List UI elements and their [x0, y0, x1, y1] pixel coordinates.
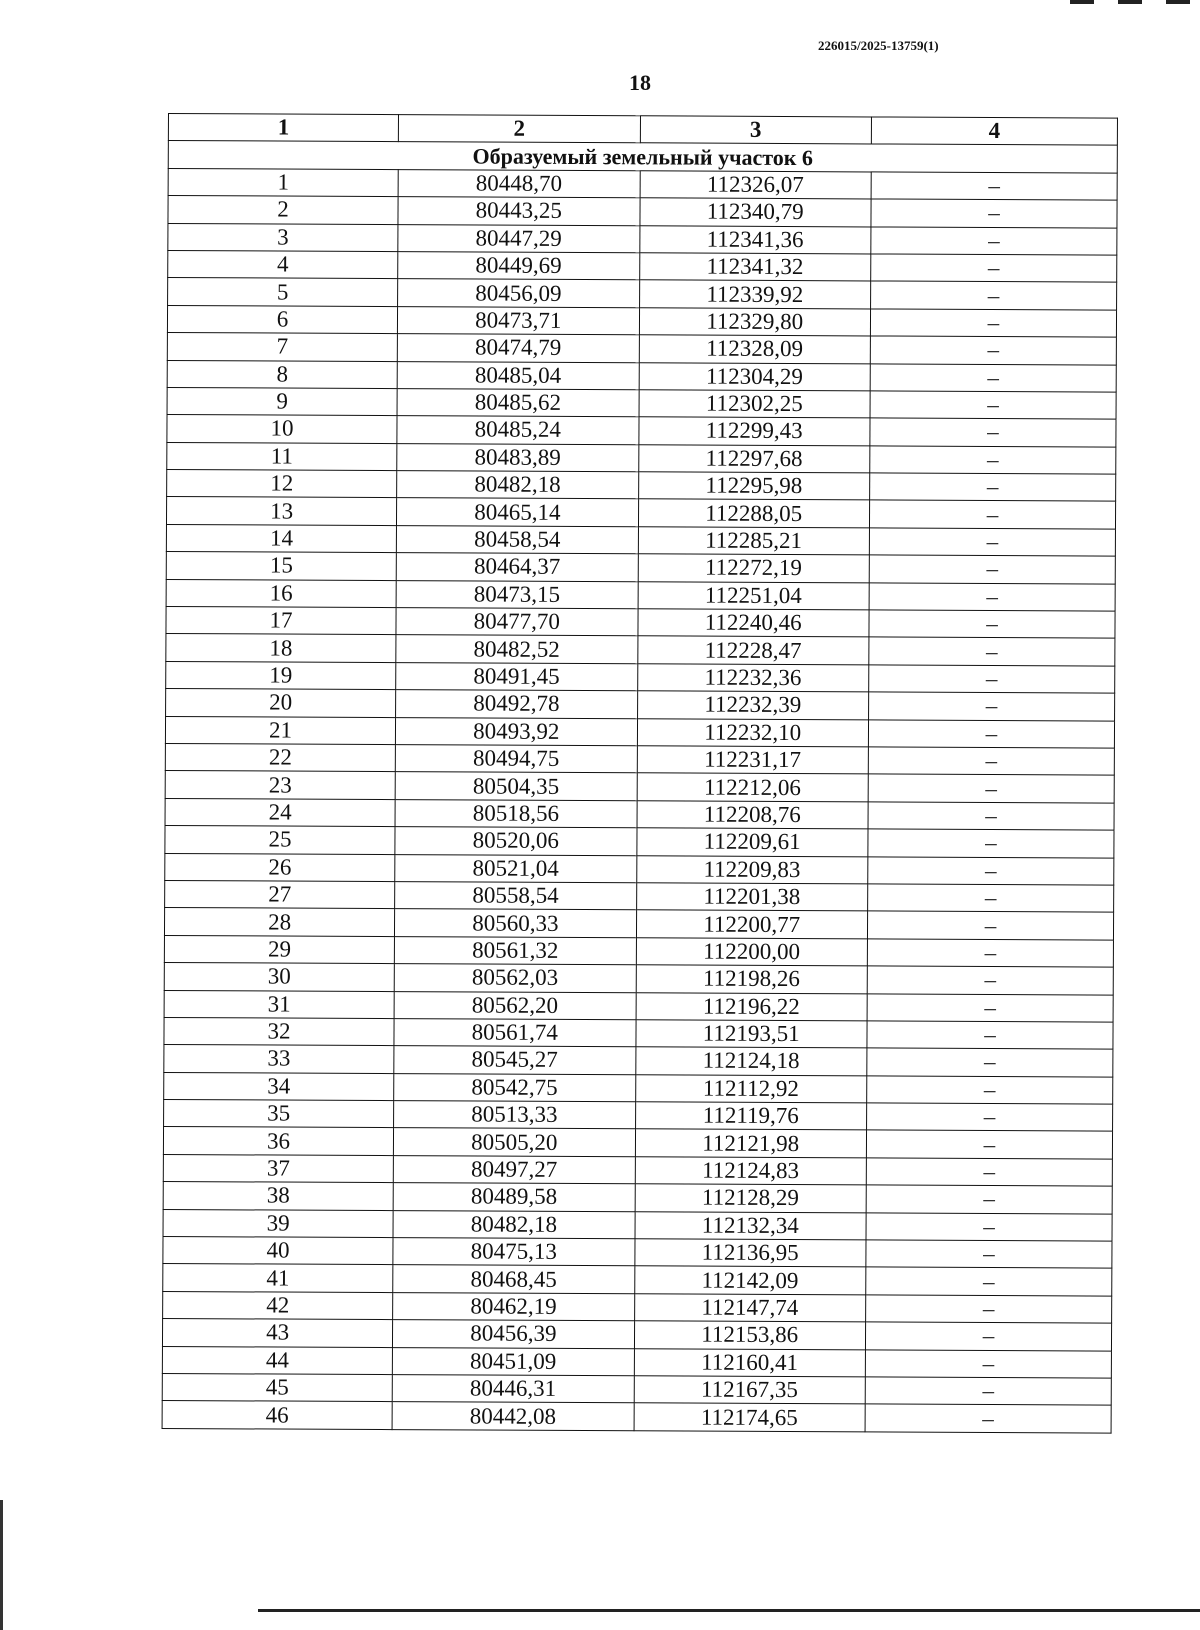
- x-coordinate-cell: 80542,75: [394, 1073, 635, 1102]
- table-body: [162, 141, 1117, 1433]
- point-number-cell: 37: [163, 1154, 393, 1183]
- point-number-cell: 21: [165, 716, 395, 745]
- y-coordinate-cell: 112160,41: [634, 1348, 866, 1377]
- point-number-cell: 45: [162, 1373, 392, 1402]
- x-coordinate-cell: 80451,09: [392, 1347, 633, 1376]
- x-coordinate-cell: 80485,04: [397, 361, 638, 390]
- y-coordinate-cell: 112251,04: [638, 581, 870, 610]
- y-coordinate-cell: 112196,22: [636, 992, 868, 1021]
- column-4-cell: –: [870, 418, 1116, 447]
- y-coordinate-cell: 112147,74: [634, 1294, 866, 1323]
- column-4-cell: –: [869, 583, 1115, 612]
- column-4-cell: –: [870, 363, 1116, 392]
- y-coordinate-cell: 112231,17: [637, 746, 869, 775]
- y-coordinate-cell: 112132,34: [635, 1211, 867, 1240]
- y-coordinate-cell: 112299,43: [638, 417, 870, 446]
- point-number-cell: 43: [162, 1319, 392, 1348]
- y-coordinate-cell: 112121,98: [635, 1129, 867, 1158]
- y-coordinate-cell: 112304,29: [639, 362, 871, 391]
- column-4-cell: –: [866, 1185, 1112, 1214]
- column-header: 4: [871, 117, 1117, 146]
- x-coordinate-cell: 80482,18: [393, 1210, 634, 1239]
- scan-artifact-top: [1070, 0, 1200, 4]
- point-number-cell: 30: [164, 963, 394, 992]
- column-4-cell: –: [866, 1130, 1112, 1159]
- y-coordinate-cell: 112193,51: [635, 1020, 867, 1049]
- point-number-cell: 1: [168, 168, 398, 197]
- column-4-cell: –: [867, 1021, 1113, 1050]
- column-4-cell: –: [866, 1295, 1112, 1324]
- column-4-cell: –: [870, 309, 1116, 338]
- column-4-cell: –: [870, 446, 1116, 475]
- y-coordinate-cell: 112209,83: [636, 855, 868, 884]
- y-coordinate-cell: 112200,77: [636, 910, 868, 939]
- x-coordinate-cell: 80558,54: [395, 882, 636, 911]
- x-coordinate-cell: 80473,15: [396, 580, 637, 609]
- column-4-cell: –: [868, 720, 1114, 749]
- column-4-cell: –: [867, 1048, 1113, 1077]
- x-coordinate-cell: 80456,09: [398, 279, 639, 308]
- y-coordinate-cell: 112174,65: [634, 1403, 866, 1432]
- x-coordinate-cell: 80560,33: [395, 909, 636, 938]
- x-coordinate-cell: 80493,92: [396, 717, 637, 746]
- y-coordinate-cell: 112340,79: [639, 198, 871, 227]
- point-number-cell: 33: [164, 1045, 394, 1074]
- x-coordinate-cell: 80482,52: [396, 635, 637, 664]
- x-coordinate-cell: 80521,04: [395, 854, 636, 883]
- point-number-cell: 13: [166, 497, 396, 526]
- column-4-cell: –: [865, 1377, 1111, 1406]
- column-4-cell: –: [867, 911, 1113, 940]
- column-4-cell: –: [871, 199, 1117, 228]
- column-4-cell: –: [871, 226, 1117, 255]
- column-4-cell: –: [869, 528, 1115, 557]
- y-coordinate-cell: 112272,19: [638, 554, 870, 583]
- point-number-cell: 32: [164, 1017, 394, 1046]
- y-coordinate-cell: 112208,76: [637, 801, 869, 830]
- y-coordinate-cell: 112167,35: [634, 1376, 866, 1405]
- y-coordinate-cell: 112285,21: [638, 527, 870, 556]
- y-coordinate-cell: 112124,83: [635, 1157, 867, 1186]
- y-coordinate-cell: 112341,32: [639, 253, 871, 282]
- x-coordinate-cell: 80462,19: [393, 1292, 634, 1321]
- point-number-cell: 15: [166, 552, 396, 581]
- column-header: 3: [640, 116, 872, 145]
- column-4-cell: –: [868, 856, 1114, 885]
- y-coordinate-cell: 112339,92: [639, 280, 871, 309]
- x-coordinate-cell: 80505,20: [394, 1128, 635, 1157]
- column-4-cell: –: [865, 1322, 1111, 1351]
- column-4-cell: –: [868, 829, 1114, 858]
- point-number-cell: 17: [166, 607, 396, 636]
- column-4-cell: –: [868, 802, 1114, 831]
- y-coordinate-cell: 112128,29: [635, 1184, 867, 1213]
- x-coordinate-cell: 80482,18: [397, 471, 638, 500]
- y-coordinate-cell: 112326,07: [640, 171, 872, 200]
- x-coordinate-cell: 80489,58: [393, 1183, 634, 1212]
- y-coordinate-cell: 112328,09: [639, 335, 871, 364]
- y-coordinate-cell: 112232,10: [637, 718, 869, 747]
- scan-artifact-bottom: [258, 1609, 1200, 1612]
- x-coordinate-cell: 80475,13: [393, 1238, 634, 1267]
- x-coordinate-cell: 80491,45: [396, 662, 637, 691]
- point-number-cell: 6: [167, 305, 397, 334]
- x-coordinate-cell: 80449,69: [398, 252, 639, 281]
- scan-artifact-left: [0, 1500, 3, 1630]
- x-coordinate-cell: 80497,27: [393, 1155, 634, 1184]
- point-number-cell: 25: [165, 826, 395, 855]
- x-coordinate-cell: 80513,33: [394, 1101, 635, 1130]
- point-number-cell: 24: [165, 798, 395, 827]
- column-4-cell: –: [869, 500, 1115, 529]
- y-coordinate-cell: 112295,98: [638, 472, 870, 501]
- y-coordinate-cell: 112142,09: [634, 1266, 866, 1295]
- column-4-cell: –: [866, 1213, 1112, 1242]
- column-4-cell: –: [866, 1158, 1112, 1187]
- x-coordinate-cell: 80520,06: [395, 827, 636, 856]
- column-4-cell: –: [867, 1076, 1113, 1105]
- y-coordinate-cell: 112124,18: [635, 1047, 867, 1076]
- point-number-cell: 22: [165, 743, 395, 772]
- column-header: 1: [168, 114, 398, 143]
- column-4-cell: –: [871, 172, 1117, 201]
- point-number-cell: 38: [163, 1182, 393, 1211]
- point-number-cell: 5: [168, 278, 398, 307]
- x-coordinate-cell: 80477,70: [396, 608, 637, 637]
- document-number: 226015/2025-13759(1): [818, 38, 939, 53]
- column-4-cell: –: [869, 555, 1115, 584]
- point-number-cell: 40: [163, 1237, 393, 1266]
- point-number-cell: 19: [166, 661, 396, 690]
- y-coordinate-cell: 112212,06: [637, 773, 869, 802]
- column-4-cell: –: [866, 1267, 1112, 1296]
- point-number-cell: 39: [163, 1209, 393, 1238]
- point-number-cell: 4: [168, 250, 398, 279]
- x-coordinate-cell: 80492,78: [396, 690, 637, 719]
- x-coordinate-cell: 80485,62: [397, 389, 638, 418]
- point-number-cell: 26: [165, 853, 395, 882]
- y-coordinate-cell: 112228,47: [637, 636, 869, 665]
- column-4-cell: –: [866, 1240, 1112, 1269]
- x-coordinate-cell: 80561,32: [394, 936, 635, 965]
- x-coordinate-cell: 80518,56: [395, 799, 636, 828]
- column-4-cell: –: [867, 966, 1113, 995]
- column-4-cell: –: [868, 692, 1114, 721]
- x-coordinate-cell: 80443,25: [398, 197, 639, 226]
- y-coordinate-cell: 112198,26: [636, 965, 868, 994]
- column-4-cell: –: [868, 884, 1114, 913]
- x-coordinate-cell: 80561,74: [394, 1019, 635, 1048]
- y-coordinate-cell: 112209,61: [636, 828, 868, 857]
- y-coordinate-cell: 112112,92: [635, 1074, 867, 1103]
- column-4-cell: –: [867, 939, 1113, 968]
- column-4-cell: –: [870, 281, 1116, 310]
- section-title: Образуемый земельный участок 6: [168, 141, 1117, 173]
- x-coordinate-cell: 80474,79: [397, 334, 638, 363]
- y-coordinate-cell: 112153,86: [634, 1321, 866, 1350]
- column-4-cell: –: [865, 1350, 1111, 1379]
- point-number-cell: 20: [166, 689, 396, 718]
- y-coordinate-cell: 112136,95: [634, 1239, 866, 1268]
- x-coordinate-cell: 80504,35: [395, 772, 636, 801]
- point-number-cell: 9: [167, 387, 397, 416]
- y-coordinate-cell: 112302,25: [639, 390, 871, 419]
- column-4-cell: –: [868, 747, 1114, 776]
- point-number-cell: 12: [167, 470, 397, 499]
- point-number-cell: 11: [167, 442, 397, 471]
- x-coordinate-cell: 80545,27: [394, 1046, 635, 1075]
- y-coordinate-cell: 112288,05: [638, 499, 870, 528]
- x-coordinate-cell: 80447,29: [398, 224, 639, 253]
- column-4-cell: –: [871, 254, 1117, 283]
- column-4-cell: –: [870, 473, 1116, 502]
- x-coordinate-cell: 80562,20: [394, 991, 635, 1020]
- y-coordinate-cell: 112232,39: [637, 691, 869, 720]
- column-4-cell: –: [870, 391, 1116, 420]
- coordinates-table: [162, 113, 1118, 1433]
- table-row: [162, 1401, 1111, 1433]
- x-coordinate-cell: 80448,70: [398, 169, 639, 198]
- x-coordinate-cell: 80446,31: [392, 1375, 633, 1404]
- x-coordinate-cell: 80473,71: [398, 306, 639, 335]
- x-coordinate-cell: 80562,03: [394, 964, 635, 993]
- y-coordinate-cell: 112329,80: [639, 308, 871, 337]
- point-number-cell: 28: [164, 908, 394, 937]
- column-4-cell: –: [869, 665, 1115, 694]
- point-number-cell: 42: [163, 1291, 393, 1320]
- point-number-cell: 46: [162, 1401, 392, 1430]
- column-4-cell: –: [869, 610, 1115, 639]
- column-4-cell: –: [867, 993, 1113, 1022]
- point-number-cell: 41: [163, 1264, 393, 1293]
- column-4-cell: –: [869, 637, 1115, 666]
- point-number-cell: 2: [168, 196, 398, 225]
- column-header: 2: [399, 115, 640, 144]
- column-4-cell: –: [868, 774, 1114, 803]
- point-number-cell: 36: [163, 1127, 393, 1156]
- point-number-cell: 16: [166, 579, 396, 608]
- x-coordinate-cell: 80456,39: [393, 1320, 634, 1349]
- point-number-cell: 27: [165, 880, 395, 909]
- point-number-cell: 44: [162, 1346, 392, 1375]
- point-number-cell: 23: [165, 771, 395, 800]
- y-coordinate-cell: 112232,36: [637, 664, 869, 693]
- column-4-cell: –: [866, 1103, 1112, 1132]
- y-coordinate-cell: 112201,38: [636, 883, 868, 912]
- y-coordinate-cell: 112297,68: [638, 444, 870, 473]
- point-number-cell: 7: [167, 333, 397, 362]
- column-4-cell: –: [865, 1404, 1111, 1433]
- point-number-cell: 34: [164, 1072, 394, 1101]
- point-number-cell: 31: [164, 990, 394, 1019]
- point-number-cell: 29: [164, 935, 394, 964]
- x-coordinate-cell: 80465,14: [397, 498, 638, 527]
- y-coordinate-cell: 112119,76: [635, 1102, 867, 1131]
- point-number-cell: 18: [166, 634, 396, 663]
- x-coordinate-cell: 80464,37: [396, 553, 637, 582]
- column-4-cell: –: [870, 336, 1116, 365]
- point-number-cell: 3: [168, 223, 398, 252]
- x-coordinate-cell: 80458,54: [396, 525, 637, 554]
- x-coordinate-cell: 80442,08: [392, 1402, 633, 1431]
- point-number-cell: 35: [164, 1100, 394, 1129]
- page-number: 18: [629, 70, 651, 95]
- point-number-cell: 14: [166, 524, 396, 553]
- y-coordinate-cell: 112240,46: [637, 609, 869, 638]
- y-coordinate-cell: 112341,36: [639, 225, 871, 254]
- x-coordinate-cell: 80468,45: [393, 1265, 634, 1294]
- point-number-cell: 10: [167, 415, 397, 444]
- x-coordinate-cell: 80485,24: [397, 416, 638, 445]
- y-coordinate-cell: 112200,00: [636, 938, 868, 967]
- x-coordinate-cell: 80494,75: [395, 745, 636, 774]
- point-number-cell: 8: [167, 360, 397, 389]
- x-coordinate-cell: 80483,89: [397, 443, 638, 472]
